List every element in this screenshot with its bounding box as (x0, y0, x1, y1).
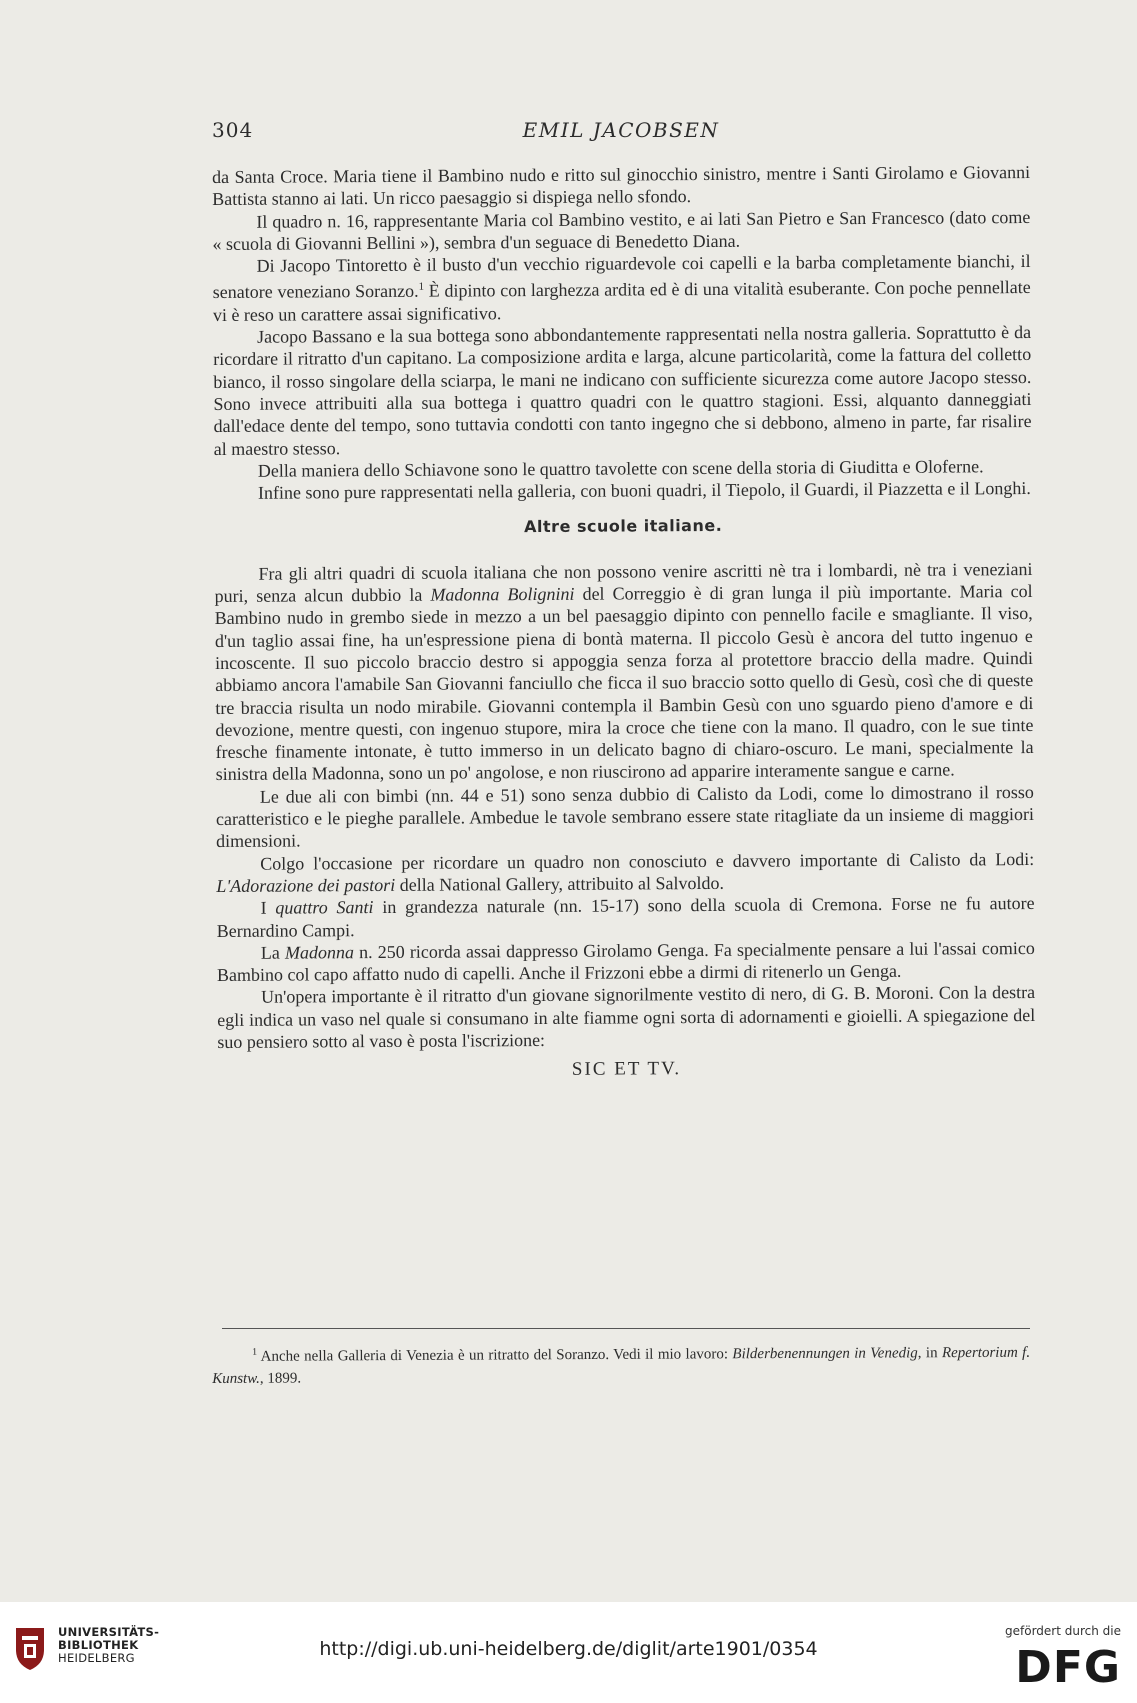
footnote-rule (222, 1328, 1030, 1329)
section-heading: Altre scuole italiane. (524, 516, 723, 537)
footnote (212, 1338, 1030, 1390)
paragraph-text: n. 250 ricorda assai dappresso Girolamo Genga. Fa specialmente pensare a lui l'assai comico Bambino col capo affatto nudo di capelli. Anche il Frizzoni ebbe a dirmi di ritenerlo un Genga. (216, 937, 1035, 986)
paragraph-text: Fra gli altri quadri di scuola italiana che non possono venire ascritti nè tra i lombardi, nè tra i veneziani puri, senza alcun dubbio la (214, 558, 1033, 607)
library-name-line: HEIDELBERG (58, 1651, 135, 1665)
paragraph-text: della National Gallery, attribuito al Salvoldo. (395, 872, 725, 895)
paragraph (213, 250, 1031, 326)
paragraph-text: Colgo l'occasione per ricordare un quadro non conosciuto e davvero importante di Calisto da Lodi: (260, 848, 1035, 874)
paragraph (217, 937, 1035, 987)
paragraph-text: Di Jacopo Tintoretto è il busto d'un vecchio riguardevole coi capelli e la barba completamente bianchi, il senatore veneziano Soranzo. (212, 251, 1031, 303)
paragraph-text: È dipinto con larghezza ardita ed è di una vitalità esuberante. Con poche pennellate vi è reso un carattere assai significativo. (212, 277, 1031, 325)
running-head: EMIL JACOBSEN (522, 118, 720, 142)
page-header (212, 118, 1030, 148)
italic-title: Madonna (284, 941, 354, 963)
footnote-italic: Repertorium f. Kunstw. (212, 1344, 1031, 1387)
paragraph (214, 558, 1033, 786)
paragraph: Jacopo Bassano e la sua bottega sono abbondantemente rappresentati nella nostra galleria. Soprattutto è da ricordare il ritratto d'un capitano. La composizione ardita e larga, alcune particolarità, come la fattura del colletto bianco, il rosso singolare della sciarpa, le mani ne indicano con sufficiente sicurezza come autore Jacopo stesso. Sono invece attribuiti alla sua bottega i quattro quadri con le quattro stagioni. Essi, alquanto danneggiati dall'edace dente del tempo, sono tuttavia condotti con tanto ingegno che si debbono, almeno in parte, far risalire al maestro stesso. (213, 322, 1032, 459)
paragraph (216, 892, 1034, 942)
document-url-link[interactable]: http://digi.ub.uni-heidelberg.de/diglit/arte1901/0354 (319, 1638, 818, 1660)
paragraph: Il quadro n. 16, rappresentante Maria col Bambino vestito, e ai lati San Pietro e San Francesco (dato come « scuola di Giovanni Bellini »), sembra d'un seguace di Benedetto Diana. (212, 206, 1031, 254)
body-text (212, 161, 1036, 1084)
paragraph: Un'opera importante è il ritratto d'un giovane signorilmente vestito di nero, di G. B. Moroni. Con la destra egli indica un vaso nel quale si consumano in alte fiamme ogni sorta di adornamenti e gioielli. A spiegazione del suo pensiero sotto al vaso è posta l'iscrizione: (217, 982, 1036, 1052)
footnote-text: , 1899. (259, 1370, 302, 1387)
footnote-text: , in (917, 1345, 942, 1362)
footnote-text: Anche nella Galleria di Venezia è un ritratto del Soranzo. Vedi il mio lavoro: (257, 1346, 733, 1365)
paragraph: da Santa Croce. Maria tiene il Bambino nudo e ritto sul ginocchio sinistro, mentre i Santi Girolamo e Giovanni Battista stanno ai lati. Un ricco paesaggio si dispiega nello sfondo. (212, 162, 1031, 210)
paragraph: Della maniera dello Schiavone sono le quattro tavolette con scene della storia di Giuditta e Oloferne. (257, 456, 984, 481)
italic-title: quattro Santi (275, 897, 374, 918)
paragraph: Le due ali con bimbi (nn. 44 e 51) sono senza dubbio di Calisto da Lodi, come lo dimostrano il rosso caratteristico e le pieghe parallele. Ambedue le tavole sembrano essere state ritagliate da un insieme di maggiori dimensioni. (215, 781, 1035, 852)
sponsor-caption: gefördert durch die (1005, 1624, 1121, 1638)
library-name-line: UNIVERSITÄTS- (58, 1625, 160, 1639)
page-number: 304 (212, 118, 254, 142)
paragraph-text: I (260, 897, 276, 918)
italic-title: L'Adorazione dei pastori (216, 874, 396, 896)
footnote-marker: 1 (252, 1346, 258, 1358)
footnote-reference: 1 (418, 281, 425, 294)
paragraph-text: del Correggio è di gran lunga il più importante. Maria col Bambino nudo in grembo siede in mezzo a un bel paesaggio dipinto con pennello facile e smagliante. Il viso, d'un taglio assai fine, ha un'espressione piena di bontà materna. Il piccolo Gesù è ancora del tutto ingenuo e incoscente. Il suo piccolo braccio destro si appoggia senza forza al protettore braccio della madre. Quindi abbiamo ancora l'amabile San Giovanni fanciullo che ficca il suo braccio sotto quello di Gesù, così che di queste tre braccia risulta un nodo mirabile. Giovanni contempla il Bambin Gesù con uno sguardo pieno d'amore e di devozione, mentre questi, con ingenuo stupore, mira la croce che tiene con la mano. Il quadro, con le sue tinte fresche finamente intonate, è tutto immerso in un delicato bagno di chiaro-oscuro. Le mani, specialmente la sinistra della Madonna, sono un po' angolose, e non riuscirono ad apparire interamente sangue e carne. (214, 581, 1034, 785)
library-name-line: BIBLIOTHEK (58, 1638, 139, 1652)
paragraph (216, 848, 1034, 898)
paragraph-text: in grandezza naturale (nn. 15-17) sono della scuola di Cremona. Forse ne fu autore Bernardino Campi. (216, 893, 1035, 941)
dfg-logo: DFG (1015, 1642, 1121, 1693)
paragraph-text: La (260, 942, 285, 963)
viewer-footer (0, 1602, 1137, 1703)
italic-title: Madonna Bolignini (430, 583, 575, 605)
paragraph: Infine sono pure rappresentati nella galleria, con buoni quadri, il Tiepolo, il Guardi, il Piazzetta e il Longhi. (257, 478, 1031, 503)
footnote-italic: Bilderbenennungen in Venedig (732, 1345, 918, 1363)
inscription: SIC ET TV. (571, 1058, 682, 1081)
